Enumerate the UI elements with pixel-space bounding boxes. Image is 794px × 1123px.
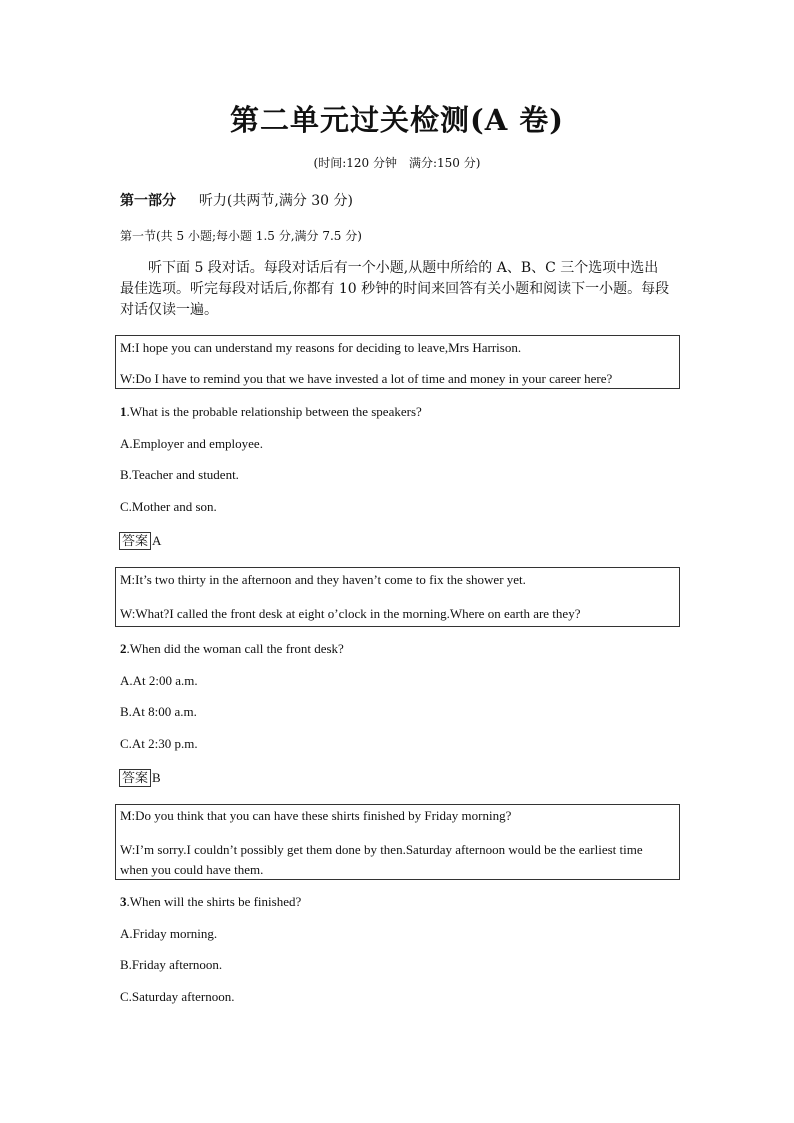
option-1a: A.Employer and employee. bbox=[120, 436, 263, 451]
question-2 bbox=[120, 641, 344, 657]
section-heading: 第一节(共 5 小题;每小题 1.5 分,满分 7.5 分) bbox=[120, 229, 362, 243]
dialogue-box-1 bbox=[115, 335, 680, 389]
question-1 bbox=[120, 404, 422, 420]
question-number: 2 bbox=[120, 641, 127, 656]
option-1b: B.Teacher and student. bbox=[120, 467, 239, 482]
dialogue-box-3 bbox=[115, 804, 680, 880]
dialogue-line: M:Do you think that you can have these shirts finished by Friday morning? bbox=[120, 808, 512, 823]
question-number: 3 bbox=[120, 894, 127, 909]
answer-2 bbox=[119, 769, 161, 787]
option-3a: A.Friday morning. bbox=[120, 926, 218, 941]
option-3c: C.Saturday afternoon. bbox=[120, 989, 235, 1004]
dialogue-line: M:It’s two thirty in the afternoon and they haven’t come to fix the shower yet. bbox=[120, 572, 526, 587]
dialogue-line: W:Do I have to remind you that we have invested a lot of time and money in your career here? bbox=[120, 371, 613, 386]
dialogue-box-2 bbox=[115, 567, 680, 627]
part-name: 听力(共两节,满分 30 分) bbox=[198, 193, 353, 209]
answer-1 bbox=[119, 532, 161, 550]
option-2a: A.At 2:00 a.m. bbox=[120, 673, 198, 688]
question-text: .When will the shirts be finished? bbox=[126, 894, 302, 909]
option-2c: C.At 2:30 p.m. bbox=[120, 736, 198, 751]
question-text: .When did the woman call the front desk? bbox=[126, 641, 344, 656]
option-2b: B.At 8:00 a.m. bbox=[120, 704, 197, 719]
exam-duration-score: (时间:120 分钟 满分:150 分) bbox=[313, 156, 481, 170]
dialogue-line: W:What?I called the front desk at eight o’clock in the morning.Where on earth are they? bbox=[120, 606, 581, 621]
answer-label: 答案 bbox=[119, 532, 151, 550]
question-text: .What is the probable relationship between the speakers? bbox=[126, 404, 422, 419]
answer-value: A bbox=[152, 533, 162, 548]
dialogue-line: M:I hope you can understand my reasons for deciding to leave,Mrs Harrison. bbox=[120, 340, 522, 355]
part-label: 第一部分 bbox=[120, 193, 176, 209]
option-1c: C.Mother and son. bbox=[120, 499, 217, 514]
part-heading bbox=[120, 190, 353, 210]
answer-label: 答案 bbox=[119, 769, 151, 787]
answer-value: B bbox=[152, 770, 161, 785]
instructions: 听下面 5 段对话。每段对话后有一个小题,从题中所给的 A、B、C 三个选项中选出最佳选项。听完每段对话后,你都有 10 秒钟的时间来回答有关小题和阅读下一小题。每段对话仅读一遍。 bbox=[120, 260, 670, 318]
page-title: 第二单元过关检测(A 卷) bbox=[229, 103, 565, 137]
option-3b: B.Friday afternoon. bbox=[120, 957, 223, 972]
question-number: 1 bbox=[120, 404, 127, 419]
dialogue-line: W:I’m sorry.I couldn’t possibly get them done by then.Saturday afternoon would be the earliest time when you could have them. bbox=[120, 842, 643, 877]
question-3 bbox=[120, 894, 301, 910]
